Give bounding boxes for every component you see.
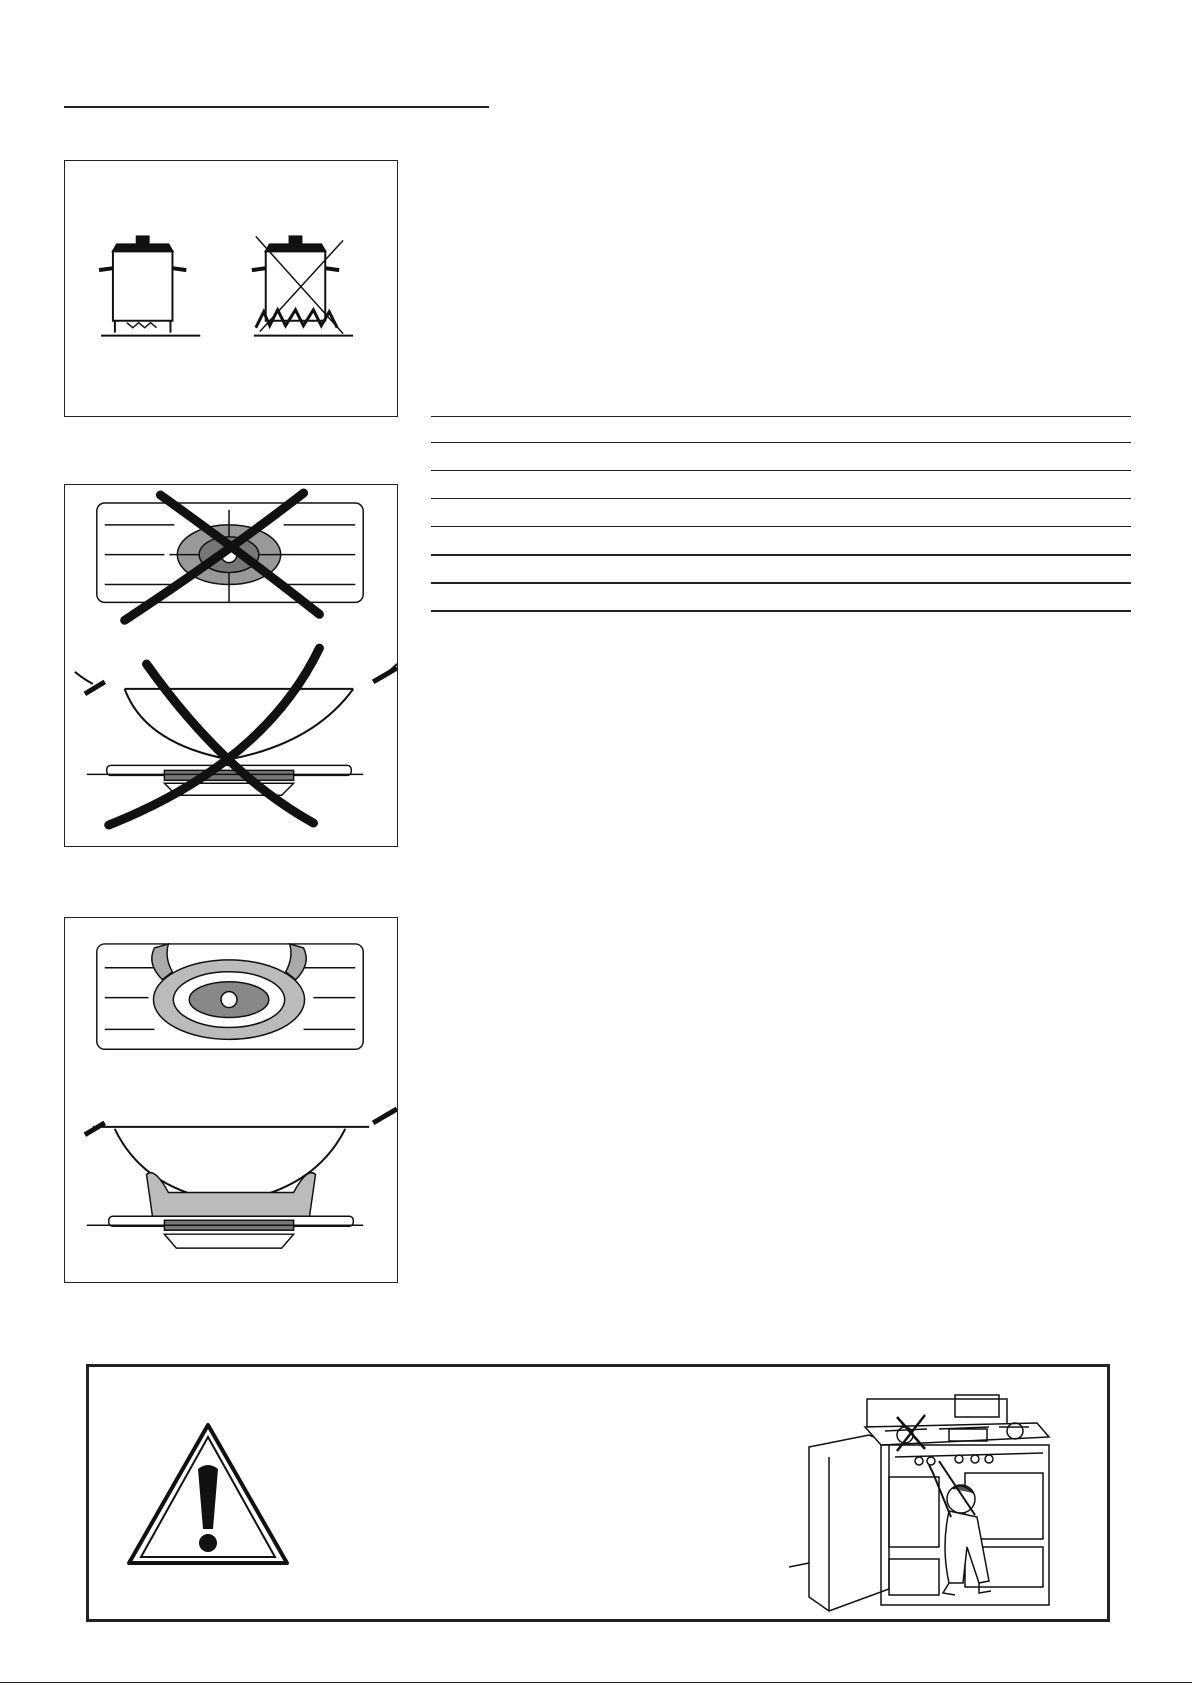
data-table — [431, 416, 1131, 616]
wok-support-illustration — [65, 918, 397, 1282]
figure-wok-without-support — [64, 484, 398, 847]
section-title-rule — [64, 106, 489, 108]
table-row-rule — [431, 470, 1131, 471]
table-row-rule — [431, 610, 1131, 612]
page-bottom-rule — [0, 1682, 1192, 1683]
child-reaching-stove-illustration — [789, 1377, 1089, 1617]
wok-crossed-out-illustration — [65, 485, 397, 846]
warning-triangle-icon — [125, 1421, 291, 1567]
table-row-rule — [431, 416, 1131, 417]
table-row-rule — [431, 526, 1131, 527]
table-row-rule — [431, 442, 1131, 443]
pot-flame-size-illustration — [65, 161, 397, 416]
table-row-rule — [431, 498, 1131, 499]
table-row-rule — [431, 554, 1131, 556]
warning-box — [86, 1364, 1110, 1622]
table-row-rule — [431, 582, 1131, 584]
figure-wok-with-support — [64, 917, 398, 1283]
figure-pot-flame-size — [64, 160, 398, 417]
